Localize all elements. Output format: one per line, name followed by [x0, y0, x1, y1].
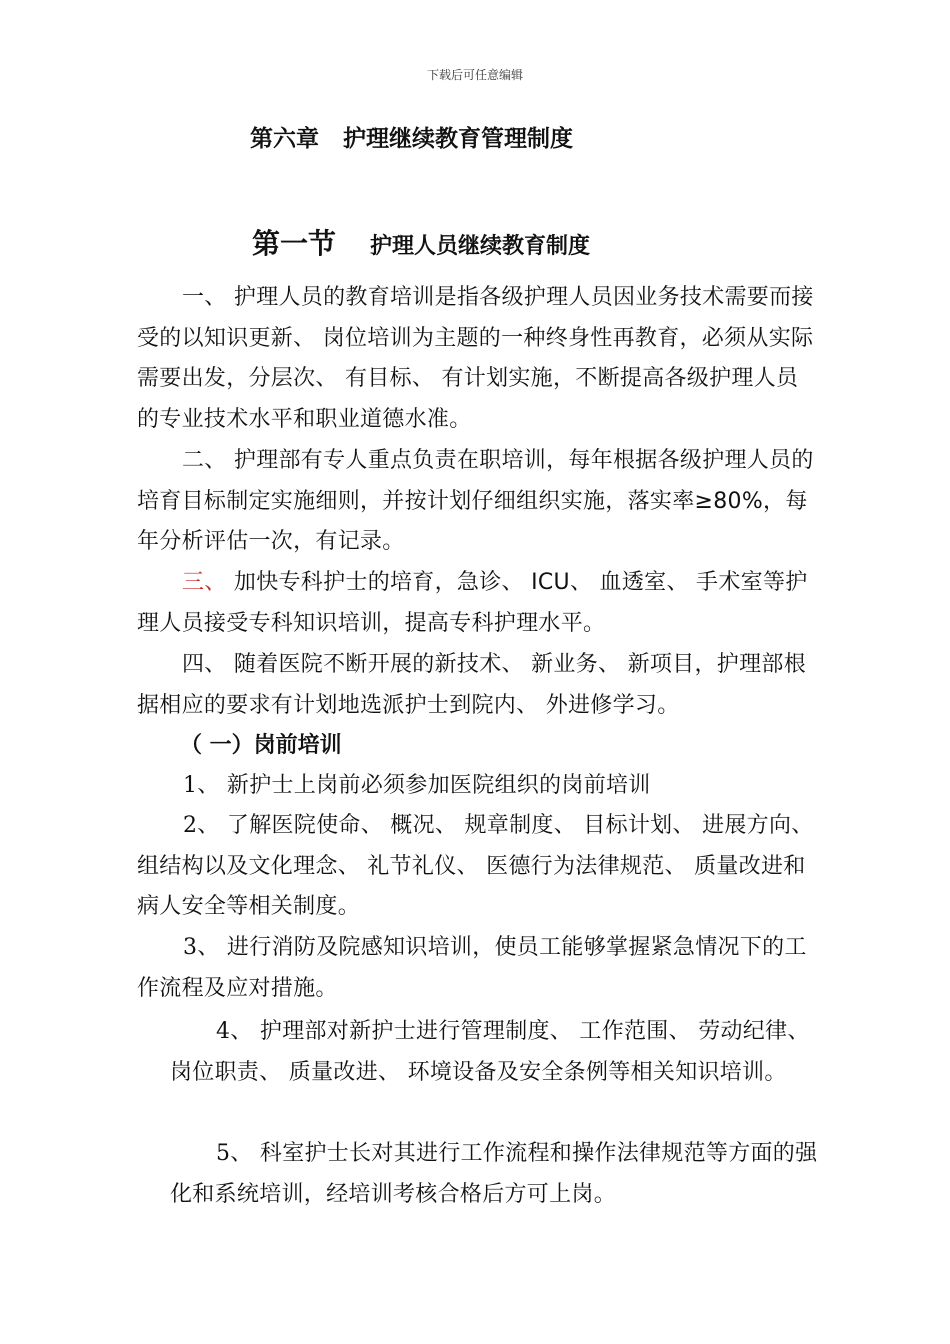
sub-item-label: 5、 [216, 1141, 253, 1166]
item-label: 三、 [182, 570, 227, 595]
sub-item-1 [137, 766, 817, 807]
sub-item-4 [170, 1011, 820, 1093]
sub-item-text: 进行消防及院感知识培训，使员工能够掌握紧急情况下的工作流程及应对措施。 [137, 935, 807, 1001]
sub-item-label: 3、 [183, 935, 220, 960]
paragraph-item-3 [137, 563, 817, 644]
chapter-title [250, 120, 573, 153]
section-number: 第一节 [252, 227, 337, 260]
paragraph-item-2 [137, 441, 817, 563]
item-label: 二、 [182, 448, 227, 473]
sub-item-3 [137, 928, 817, 1009]
chapter-name: 护理继续教育管理制度 [343, 126, 573, 152]
item-text: 随着医院不断开展的新技术、 新业务、 新项目，护理部根据相应的要求有计划地选派护士到院内、 外进修学习。 [137, 652, 806, 718]
sub-item-text: 了解医院使命、 概况、 规章制度、 目标计划、 进展方向、 组结构以及文化理念、 礼节礼仪、 医德行为法律规范、 质量改进和病人安全等相关制度。 [137, 813, 814, 919]
section-name: 护理人员继续教育制度 [370, 234, 591, 259]
item-text: 护理人员的教育培训是指各级护理人员因业务技术需要而接受的以知识更新、 岗位培训为主题的一种终身性再教育，必须从实际需要出发，分层次、 有目标、 有计划实施，不断提高各级护理人员的专业技术水平和职业道德水准。 [137, 285, 814, 432]
sub-item-2 [137, 806, 817, 928]
sub-item-5 [170, 1133, 820, 1215]
paragraph-item-4 [137, 645, 817, 726]
sub-item-text: 科室护士长对其进行工作流程和操作法律规范等方面的强化和系统培训，经培训考核合格后方可上岗。 [170, 1141, 818, 1207]
sub-item-text: 护理部对新护士进行管理制度、 工作范围、 劳动纪律、 岗位职责、 质量改进、 环境设备及安全条例等相关知识培训。 [170, 1019, 810, 1085]
section-title [252, 222, 590, 262]
sub-item-text: 新护士上岗前必须参加医院组织的岗前培训 [226, 773, 651, 798]
subsection-heading: （ 一）岗前培训 [180, 733, 342, 758]
sub-item-label: 4、 [216, 1019, 253, 1044]
item-label: 一、 [182, 285, 227, 310]
item-text: 加快专科护士的培育，急诊、 ICU、 血透室、 手术室等护理人员接受专科知识培训，提高专科护理水平。 [137, 570, 808, 636]
sub-item-label: 2、 [183, 813, 220, 838]
header-note: 下载后可任意编辑 [426, 68, 523, 82]
paragraph-item-1 [137, 278, 817, 440]
chapter-number: 第六章 [250, 126, 319, 152]
sub-item-label: 1、 [183, 773, 220, 798]
item-label: 四、 [182, 652, 227, 677]
item-text: 护理部有专人重点负责在职培训，每年根据各级护理人员的培育目标制定实施细则，并按计划仔细组织实施，落实率≥80%，每年分析评估一次，有记录。 [137, 448, 814, 554]
